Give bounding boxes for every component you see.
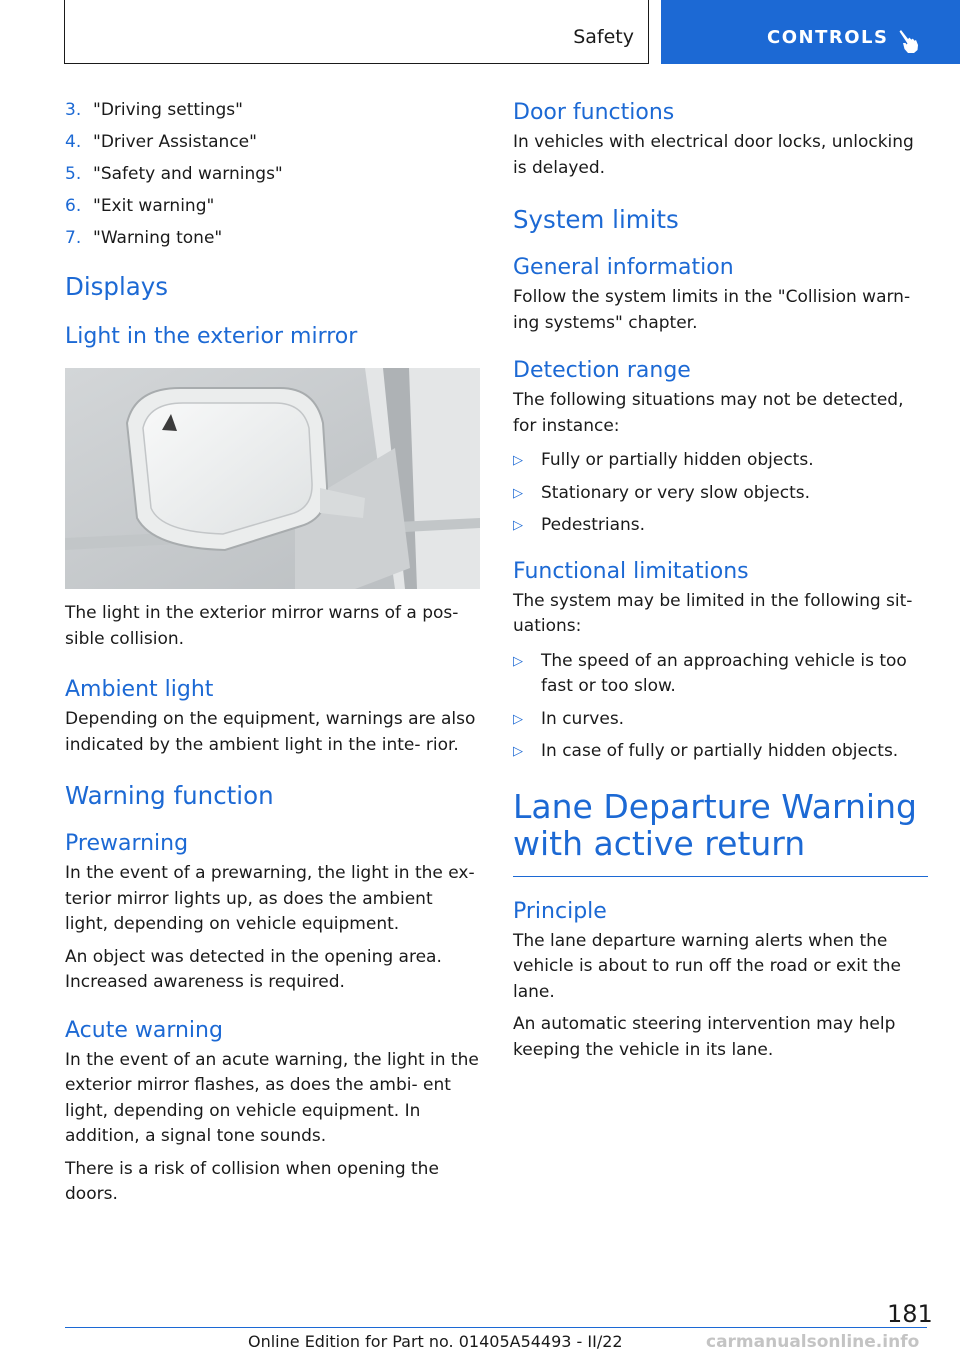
bullet-triangle-icon: ▷ <box>513 518 523 533</box>
general-information-text: Follow the system limits in the "Collision warn- ing systems" chapter. <box>513 287 911 333</box>
principle-text: The lane departure warning alerts when the vehicle is about to run off the road or exit the lane. <box>513 930 901 1002</box>
heading-system-limits: System limits <box>513 205 679 234</box>
pointing-hand-icon <box>897 28 921 54</box>
menu-steps-list <box>65 100 480 249</box>
bullet-triangle-icon: ▷ <box>513 711 523 727</box>
prewarning-text-2: An object was detected in the opening area. Increased awareness is required. <box>65 946 442 992</box>
functional-limitations-list <box>513 649 928 765</box>
heading-mirror-light: Light in the exterior mirror <box>65 324 358 349</box>
prewarning-text: In the event of a prewarning, the light in the ex- terior mirror lights up, as does the ambient light, depending on vehicle equipment. <box>65 863 475 934</box>
list-item: ▷ Stationary or very slow objects. <box>513 481 928 507</box>
list-item: 3. "Driving settings" <box>65 100 243 120</box>
bullet-triangle-icon: ▷ <box>513 744 523 759</box>
exterior-mirror-illustration <box>65 368 480 589</box>
list-item: 7. "Warning tone" <box>65 228 223 248</box>
heading-prewarning: Prewarning <box>65 831 189 856</box>
list-item: ▷ The speed of an approaching vehicle is too fast or too slow. <box>513 650 907 696</box>
list-item: 4. "Driver Assistance" <box>65 132 257 152</box>
list-item: ▷ In case of fully or partially hidden objects. <box>513 739 928 765</box>
door-functions-text: In vehicles with electrical door locks, unlocking is delayed. <box>513 132 914 178</box>
heading-principle: Principle <box>513 898 607 924</box>
footer-watermark: carmanualsonline.info <box>706 1332 920 1352</box>
heading-ambient-light: Ambient light <box>65 677 214 702</box>
heading-displays: Displays <box>65 272 169 301</box>
bullet-triangle-icon: ▷ <box>513 653 523 669</box>
list-item: 6. "Exit warning" <box>65 196 215 216</box>
ambient-light-text: Depending on the equipment, warnings are also indicated by the ambient light in the inte- rior. <box>65 709 476 755</box>
header-chapter-tab[interactable] <box>661 0 960 64</box>
footer-edition-text: Online Edition for Part no. 01405A54493 - II/22 <box>248 1332 623 1351</box>
section-divider <box>513 876 928 877</box>
acute-warning-text: In the event of an acute warning, the light in the exterior mirror flashes, as does the ambi- ent light, depending on vehicle equipment. In addition, a signal tone sounds. <box>65 1049 479 1146</box>
bullet-triangle-icon: ▷ <box>513 485 523 501</box>
heading-lane-departure-warning: Lane Departure Warning with active return <box>513 786 917 863</box>
list-item: ▷ Pedestrians. <box>513 513 928 539</box>
heading-warning-function: Warning function <box>65 781 274 810</box>
header-chapter-label: CONTROLS <box>767 27 889 48</box>
bullet-triangle-icon: ▷ <box>513 453 523 468</box>
heading-acute-warning: Acute warning <box>65 1017 223 1043</box>
detection-range-text: The following situations may not be detected, for instance: <box>513 390 904 436</box>
heading-door-functions: Door functions <box>513 100 675 125</box>
heading-detection-range: Detection range <box>513 358 691 383</box>
page-number: 181 <box>887 1300 933 1328</box>
functional-limitations-text: The system may be limited in the following sit- uations: <box>513 590 913 636</box>
left-column <box>65 100 480 1208</box>
heading-general-information: General information <box>513 255 734 280</box>
mirror-light-text: The light in the exterior mirror warns of a pos- sible collision. <box>65 603 459 649</box>
heading-functional-limitations: Functional limitations <box>513 558 749 584</box>
list-item: ▷ In curves. <box>513 707 928 733</box>
header-section-title: Safety <box>573 26 634 48</box>
list-item: 5. "Safety and warnings" <box>65 164 283 184</box>
detection-range-list <box>513 448 928 539</box>
footer-divider <box>65 1327 927 1328</box>
right-column <box>513 100 928 1063</box>
list-item: ▷ Fully or partially hidden objects. <box>513 448 928 474</box>
acute-warning-text-2: There is a risk of collision when opening the doors. <box>65 1158 439 1204</box>
principle-text-2: An automatic steering intervention may help keeping the vehicle in its lane. <box>513 1014 896 1060</box>
header-section-box <box>64 0 649 64</box>
